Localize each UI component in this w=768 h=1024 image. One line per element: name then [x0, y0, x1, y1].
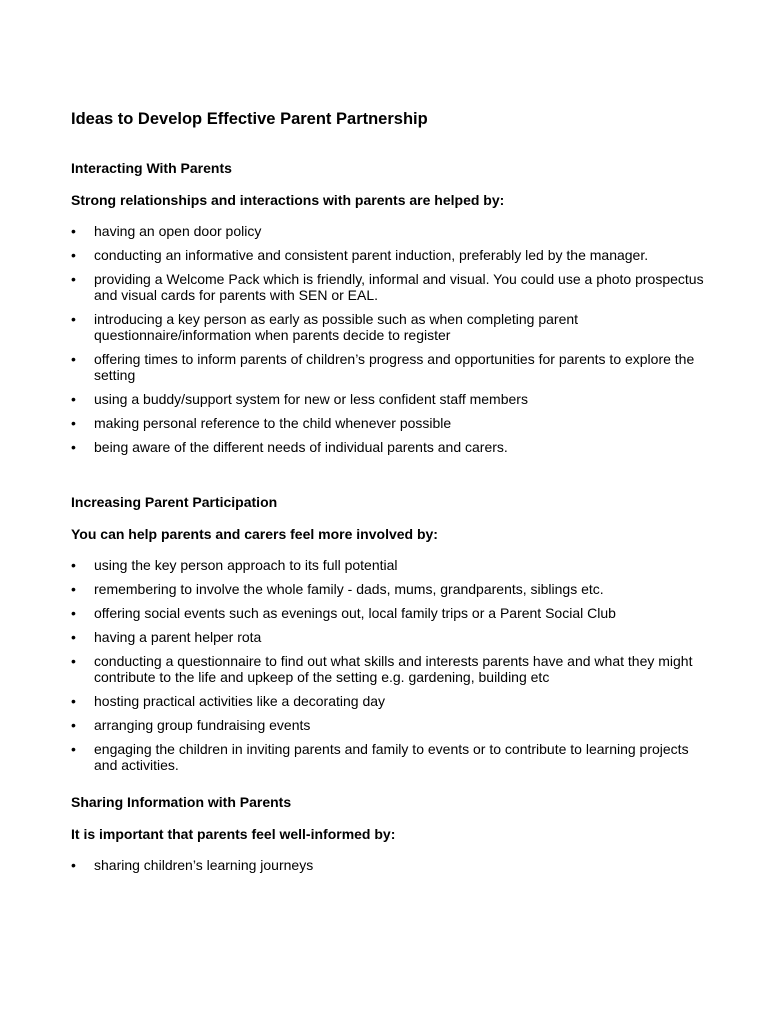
bullet-icon: •	[71, 415, 76, 431]
list-item-text: engaging the children in inviting parents and family to events or to contribute to learning projects and activities.	[94, 741, 689, 773]
bullet-list	[71, 557, 711, 773]
section-intro: You can help parents and carers feel more involved by:	[71, 526, 438, 542]
list-item	[71, 247, 711, 263]
list-item-text: remembering to involve the whole family - dads, mums, grandparents, siblings etc.	[94, 581, 604, 597]
list-item-text: using a buddy/support system for new or less confident staff members	[94, 391, 528, 407]
list-item	[71, 693, 711, 709]
bullet-icon: •	[71, 391, 76, 407]
bullet-icon: •	[71, 857, 76, 873]
list-item-text: conducting a questionnaire to find out what skills and interests parents have and what they might contribute to the life and upkeep of the setting e.g. gardening, building etc	[94, 653, 693, 685]
list-item-text: hosting practical activities like a decorating day	[94, 693, 386, 709]
section-increasing-parent-participation	[71, 493, 711, 773]
list-item-text: making personal reference to the child whenever possible	[94, 415, 452, 431]
section-intro: Strong relationships and interactions with parents are helped by:	[71, 192, 505, 208]
bullet-icon: •	[71, 741, 76, 757]
list-item	[71, 741, 711, 773]
section-interacting-with-parents	[71, 159, 711, 455]
list-item-text: having a parent helper rota	[94, 629, 262, 645]
list-item	[71, 653, 711, 685]
list-item	[71, 605, 711, 621]
bullet-list	[71, 223, 711, 455]
list-item	[71, 581, 711, 597]
list-item	[71, 717, 711, 733]
list-item	[71, 311, 711, 343]
document-title: Ideas to Develop Effective Parent Partnership	[71, 110, 428, 128]
bullet-icon: •	[71, 223, 76, 239]
bullet-icon: •	[71, 693, 76, 709]
section-sharing-information	[71, 793, 711, 873]
bullet-list	[71, 857, 711, 873]
bullet-icon: •	[71, 557, 76, 573]
bullet-icon: •	[71, 717, 76, 733]
list-item	[71, 857, 711, 873]
list-item	[71, 439, 711, 455]
bullet-icon: •	[71, 605, 76, 621]
list-item-text: introducing a key person as early as possible such as when completing parent questionnaire/information when parents decide to register	[94, 311, 579, 343]
list-item-text: arranging group fundraising events	[94, 717, 311, 733]
document-page	[71, 108, 711, 881]
list-item-text: being aware of the different needs of individual parents and carers.	[94, 439, 508, 455]
bullet-icon: •	[71, 653, 76, 669]
bullet-icon: •	[71, 629, 76, 645]
bullet-icon: •	[71, 351, 76, 367]
bullet-icon: •	[71, 247, 76, 263]
list-item-text: conducting an informative and consistent parent induction, preferably led by the manager.	[94, 247, 649, 263]
list-item-text: using the key person approach to its full potential	[94, 557, 398, 573]
list-item-text: offering social events such as evenings out, local family trips or a Parent Social Club	[94, 605, 616, 621]
list-item	[71, 223, 711, 239]
list-item	[71, 391, 711, 407]
section-heading: Interacting With Parents	[71, 160, 232, 176]
bullet-icon: •	[71, 271, 76, 287]
list-item	[71, 629, 711, 645]
list-item-text: offering times to inform parents of children’s progress and opportunities for parents to explore the setting	[94, 351, 695, 383]
list-item-text: sharing children’s learning journeys	[94, 857, 314, 873]
section-heading: Sharing Information with Parents	[71, 794, 292, 810]
list-item	[71, 351, 711, 383]
list-item	[71, 271, 711, 303]
list-item-text: providing a Welcome Pack which is friendly, informal and visual. You could use a photo prospectus and visual cards for parents with SEN or EAL.	[94, 271, 704, 303]
list-item	[71, 415, 711, 431]
section-heading: Increasing Parent Participation	[71, 494, 278, 510]
bullet-icon: •	[71, 311, 76, 327]
list-item	[71, 557, 711, 573]
section-intro: It is important that parents feel well-informed by:	[71, 826, 396, 842]
bullet-icon: •	[71, 439, 76, 455]
list-item-text: having an open door policy	[94, 223, 262, 239]
bullet-icon: •	[71, 581, 76, 597]
